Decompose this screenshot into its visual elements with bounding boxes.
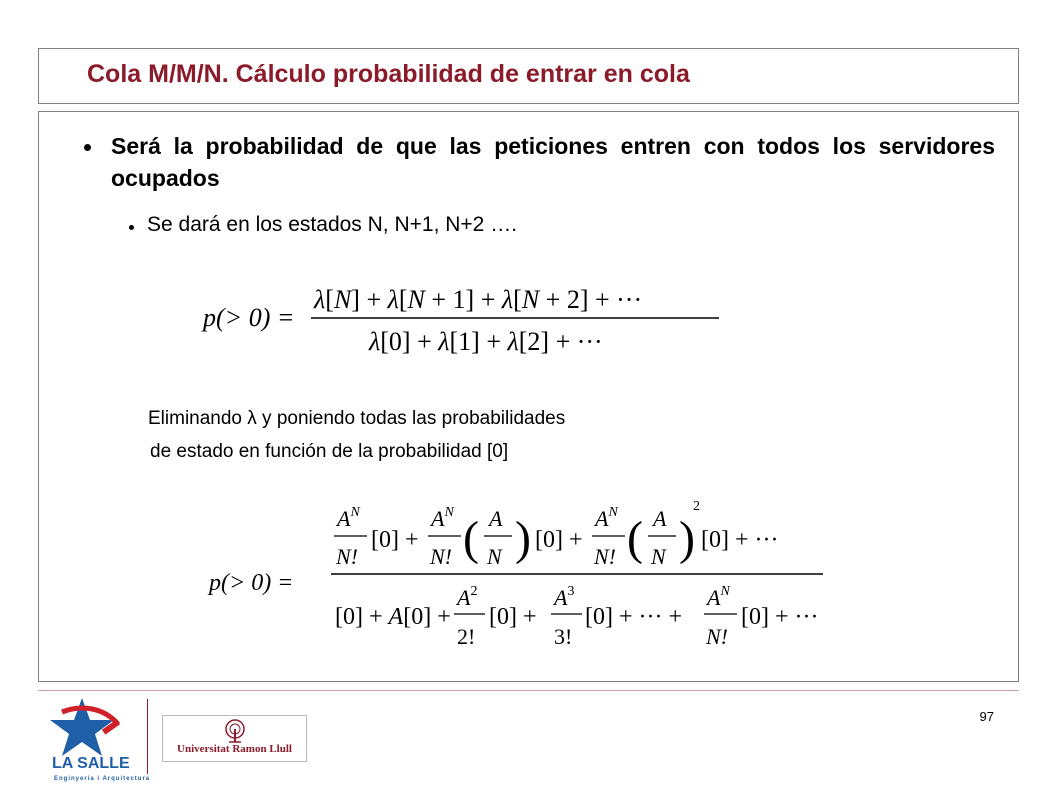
tree-icon	[221, 719, 249, 743]
formula1-numerator: λ[N] + λ[N + 1] + λ[N + 2] + ···	[314, 285, 643, 314]
svg-text:[0] +: [0] +	[535, 527, 583, 553]
svg-text:): )	[679, 512, 695, 565]
svg-text:N: N	[487, 544, 502, 569]
url-wordmark: Universitat Ramon Llull	[177, 743, 292, 755]
main-bullet-icon	[84, 144, 91, 151]
slide-title: Cola M/M/N. Cálculo probabilidad de entrar en cola	[87, 60, 690, 88]
lasalle-logo	[42, 694, 151, 784]
formula-probability-erlang	[209, 492, 819, 662]
svg-text:A: A	[653, 506, 667, 531]
svg-text:N!: N!	[594, 544, 616, 569]
svg-text:N!: N!	[430, 544, 452, 569]
svg-text:[0] + ···: [0] + ···	[701, 527, 779, 553]
svg-text:N!: N!	[336, 544, 358, 569]
formula1-lhs: p(> 0) =	[203, 303, 295, 332]
sub-bullet-text: Se dará en los estados N, N+1, N+2 ….	[147, 213, 518, 236]
lasalle-subtitle: Enginyeria i Arquitectura	[54, 776, 151, 782]
sub-bullet-icon	[129, 225, 134, 230]
formula2-denominator	[335, 584, 819, 649]
page-number: 97	[979, 709, 994, 724]
svg-text:[0] + A[0] +: [0] + A[0] +	[335, 604, 451, 630]
svg-text:N: N	[651, 544, 666, 569]
lasalle-wordmark: LA SALLE	[52, 755, 130, 772]
content-box	[38, 111, 1019, 682]
svg-text:N!: N!	[706, 624, 728, 649]
svg-text:2!: 2!	[457, 624, 476, 649]
svg-text:AN: $A^N$	[707, 584, 730, 610]
title-box	[38, 48, 1019, 104]
svg-text:A: A	[489, 506, 503, 531]
footer-divider	[38, 690, 1019, 691]
svg-text:3!: 3!	[554, 624, 573, 649]
svg-text:(: (	[463, 512, 479, 565]
svg-text:[0] +: [0] +	[371, 527, 419, 553]
formula2-lhs: p(> 0) =	[209, 570, 294, 596]
svg-text:): )	[515, 512, 531, 565]
svg-text:AN: $A^N$	[595, 505, 618, 531]
svg-text:AN: $A^N$	[431, 505, 454, 531]
note-line-2: de estado en función de la probabilidad [0]	[150, 441, 509, 462]
formula1-denominator: λ[0] + λ[1] + λ[2] + ···	[369, 327, 603, 356]
svg-text:[0] + ··· +: [0] + ··· +	[585, 604, 683, 630]
svg-text:(: (	[627, 512, 643, 565]
formula-probability-states	[199, 270, 759, 360]
svg-text:[0] + ···: [0] + ···	[741, 604, 819, 630]
svg-text:[0] +: [0] +	[489, 604, 537, 630]
note-line-1: Eliminando λ y poniendo todas las probabilidades	[148, 408, 566, 429]
svg-text:A2: $A^2$	[457, 584, 478, 610]
url-logo	[162, 715, 307, 762]
main-bullet-text: Será la probabilidad de que las peticiones entren con todos los servidores ocupados	[111, 133, 995, 191]
svg-text:2: 2	[693, 499, 700, 514]
svg-text:A3: $A^3$	[554, 584, 575, 610]
formula2-numerator	[334, 499, 779, 569]
footer-separator	[147, 699, 148, 774]
svg-text:AN: $A^N$	[337, 505, 360, 531]
